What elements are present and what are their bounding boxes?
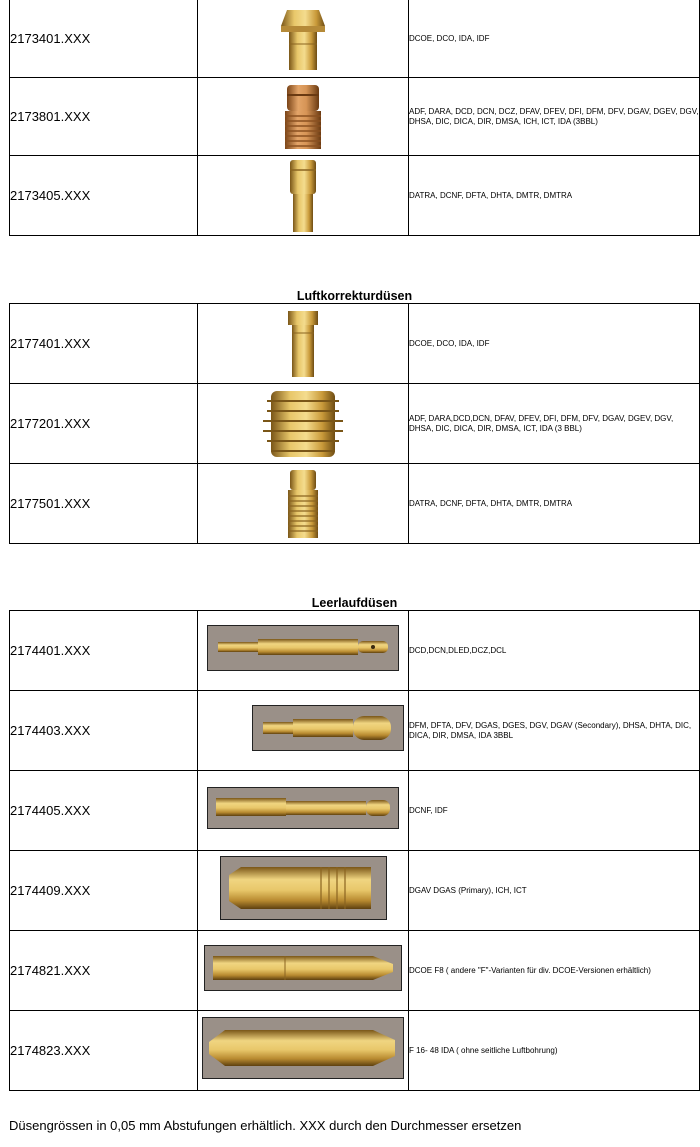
part-number: 2174401.XXX bbox=[10, 611, 198, 691]
air-jet-plain-icon bbox=[278, 309, 328, 379]
table-row bbox=[10, 0, 700, 78]
applications: DFM, DFTA, DFV, DGAS, DGES, DGV, DGAV (Secondary), DHSA, DHTA, DIC, DICA, DIR, DMSA, IDA 3BBL bbox=[409, 691, 700, 771]
table-row bbox=[10, 304, 700, 384]
idle-jet-f16-icon bbox=[203, 1018, 403, 1078]
part-photo bbox=[198, 156, 409, 236]
part-number: 2177501.XXX bbox=[10, 464, 198, 544]
part-photo bbox=[198, 0, 409, 78]
part-number: 2174823.XXX bbox=[10, 1011, 198, 1091]
part-number: 2177201.XXX bbox=[10, 384, 198, 464]
part-photo bbox=[198, 384, 409, 464]
air-jet-threaded-icon bbox=[278, 468, 328, 540]
idle-jets-table bbox=[9, 610, 700, 1091]
applications: DGAV DGAS (Primary), ICH, ICT bbox=[409, 851, 700, 931]
main-jet-threaded-icon bbox=[273, 81, 333, 153]
applications: DCOE F8 ( andere "F"-Varianten für div. DCOE-Versionen erhältlich) bbox=[409, 931, 700, 1011]
applications: DCD,DCN,DLED,DCZ,DCL bbox=[409, 611, 700, 691]
applications: DCOE, DCO, IDA, IDF bbox=[409, 0, 700, 78]
section-heading: Leerlaufdüsen bbox=[311, 596, 398, 610]
part-photo bbox=[198, 851, 409, 931]
part-photo bbox=[198, 78, 409, 156]
part-number: 2173405.XXX bbox=[10, 156, 198, 236]
part-number: 2177401.XXX bbox=[10, 304, 198, 384]
part-photo bbox=[198, 464, 409, 544]
main-jet-hex-icon bbox=[273, 4, 333, 74]
part-number: 2174403.XXX bbox=[10, 691, 198, 771]
table-row bbox=[10, 771, 700, 851]
table-row bbox=[10, 1011, 700, 1091]
applications: DATRA, DCNF, DFTA, DHTA, DMTR, DMTRA bbox=[409, 464, 700, 544]
table-row bbox=[10, 611, 700, 691]
part-number: 2173801.XXX bbox=[10, 78, 198, 156]
air-correction-jets-table bbox=[9, 303, 700, 544]
part-number: 2173401.XXX bbox=[10, 0, 198, 78]
table-row bbox=[10, 156, 700, 236]
table-row bbox=[10, 464, 700, 544]
idle-jet-short-icon bbox=[253, 706, 403, 750]
applications: DATRA, DCNF, DFTA, DHTA, DMTR, DMTRA bbox=[409, 156, 700, 236]
applications: ADF, DARA, DCD, DCN, DCZ, DFAV, DFEV, DFI, DFM, DFV, DGAV, DGEV, DGV, DHSA, DIC, DICA, DIR, DMSA, ICH, ICT, IDA (3BBL) bbox=[409, 78, 700, 156]
part-photo bbox=[198, 611, 409, 691]
applications: ADF, DARA,DCD,DCN, DFAV, DFEV, DFI, DFM, DFV, DGAV, DGEV, DGV, DHSA, DIC, DICA, DIR, DMSA, ICT, IDA (3 BBL) bbox=[409, 384, 700, 464]
idle-jet-thin-icon bbox=[208, 626, 398, 670]
applications: DCOE, DCO, IDA, IDF bbox=[409, 304, 700, 384]
idle-jet-f8-icon bbox=[205, 946, 401, 990]
table-row bbox=[10, 384, 700, 464]
part-number: 2174821.XXX bbox=[10, 931, 198, 1011]
idle-jet-stepped-icon bbox=[208, 788, 398, 828]
part-photo bbox=[198, 931, 409, 1011]
applications: F 16- 48 IDA ( ohne seitliche Luftbohrung) bbox=[409, 1011, 700, 1091]
section-heading: Luftkorrekturdüsen bbox=[296, 289, 413, 303]
idle-jet-grooved-icon bbox=[221, 857, 386, 919]
main-jet-long-icon bbox=[278, 158, 328, 234]
part-number: 2174409.XXX bbox=[10, 851, 198, 931]
part-photo bbox=[198, 304, 409, 384]
part-photo bbox=[198, 1011, 409, 1091]
table-row bbox=[10, 851, 700, 931]
table-row bbox=[10, 78, 700, 156]
table-row bbox=[10, 931, 700, 1011]
applications: DCNF, IDF bbox=[409, 771, 700, 851]
footnote: Düsengrössen in 0,05 mm Abstufungen erhältlich. XXX durch den Durchmesser ersetzen bbox=[9, 1118, 522, 1133]
part-photo bbox=[198, 771, 409, 851]
part-number: 2174405.XXX bbox=[10, 771, 198, 851]
part-photo bbox=[198, 691, 409, 771]
air-jet-wide-threaded-icon bbox=[253, 387, 353, 461]
main-jets-table bbox=[9, 0, 700, 236]
table-row bbox=[10, 691, 700, 771]
